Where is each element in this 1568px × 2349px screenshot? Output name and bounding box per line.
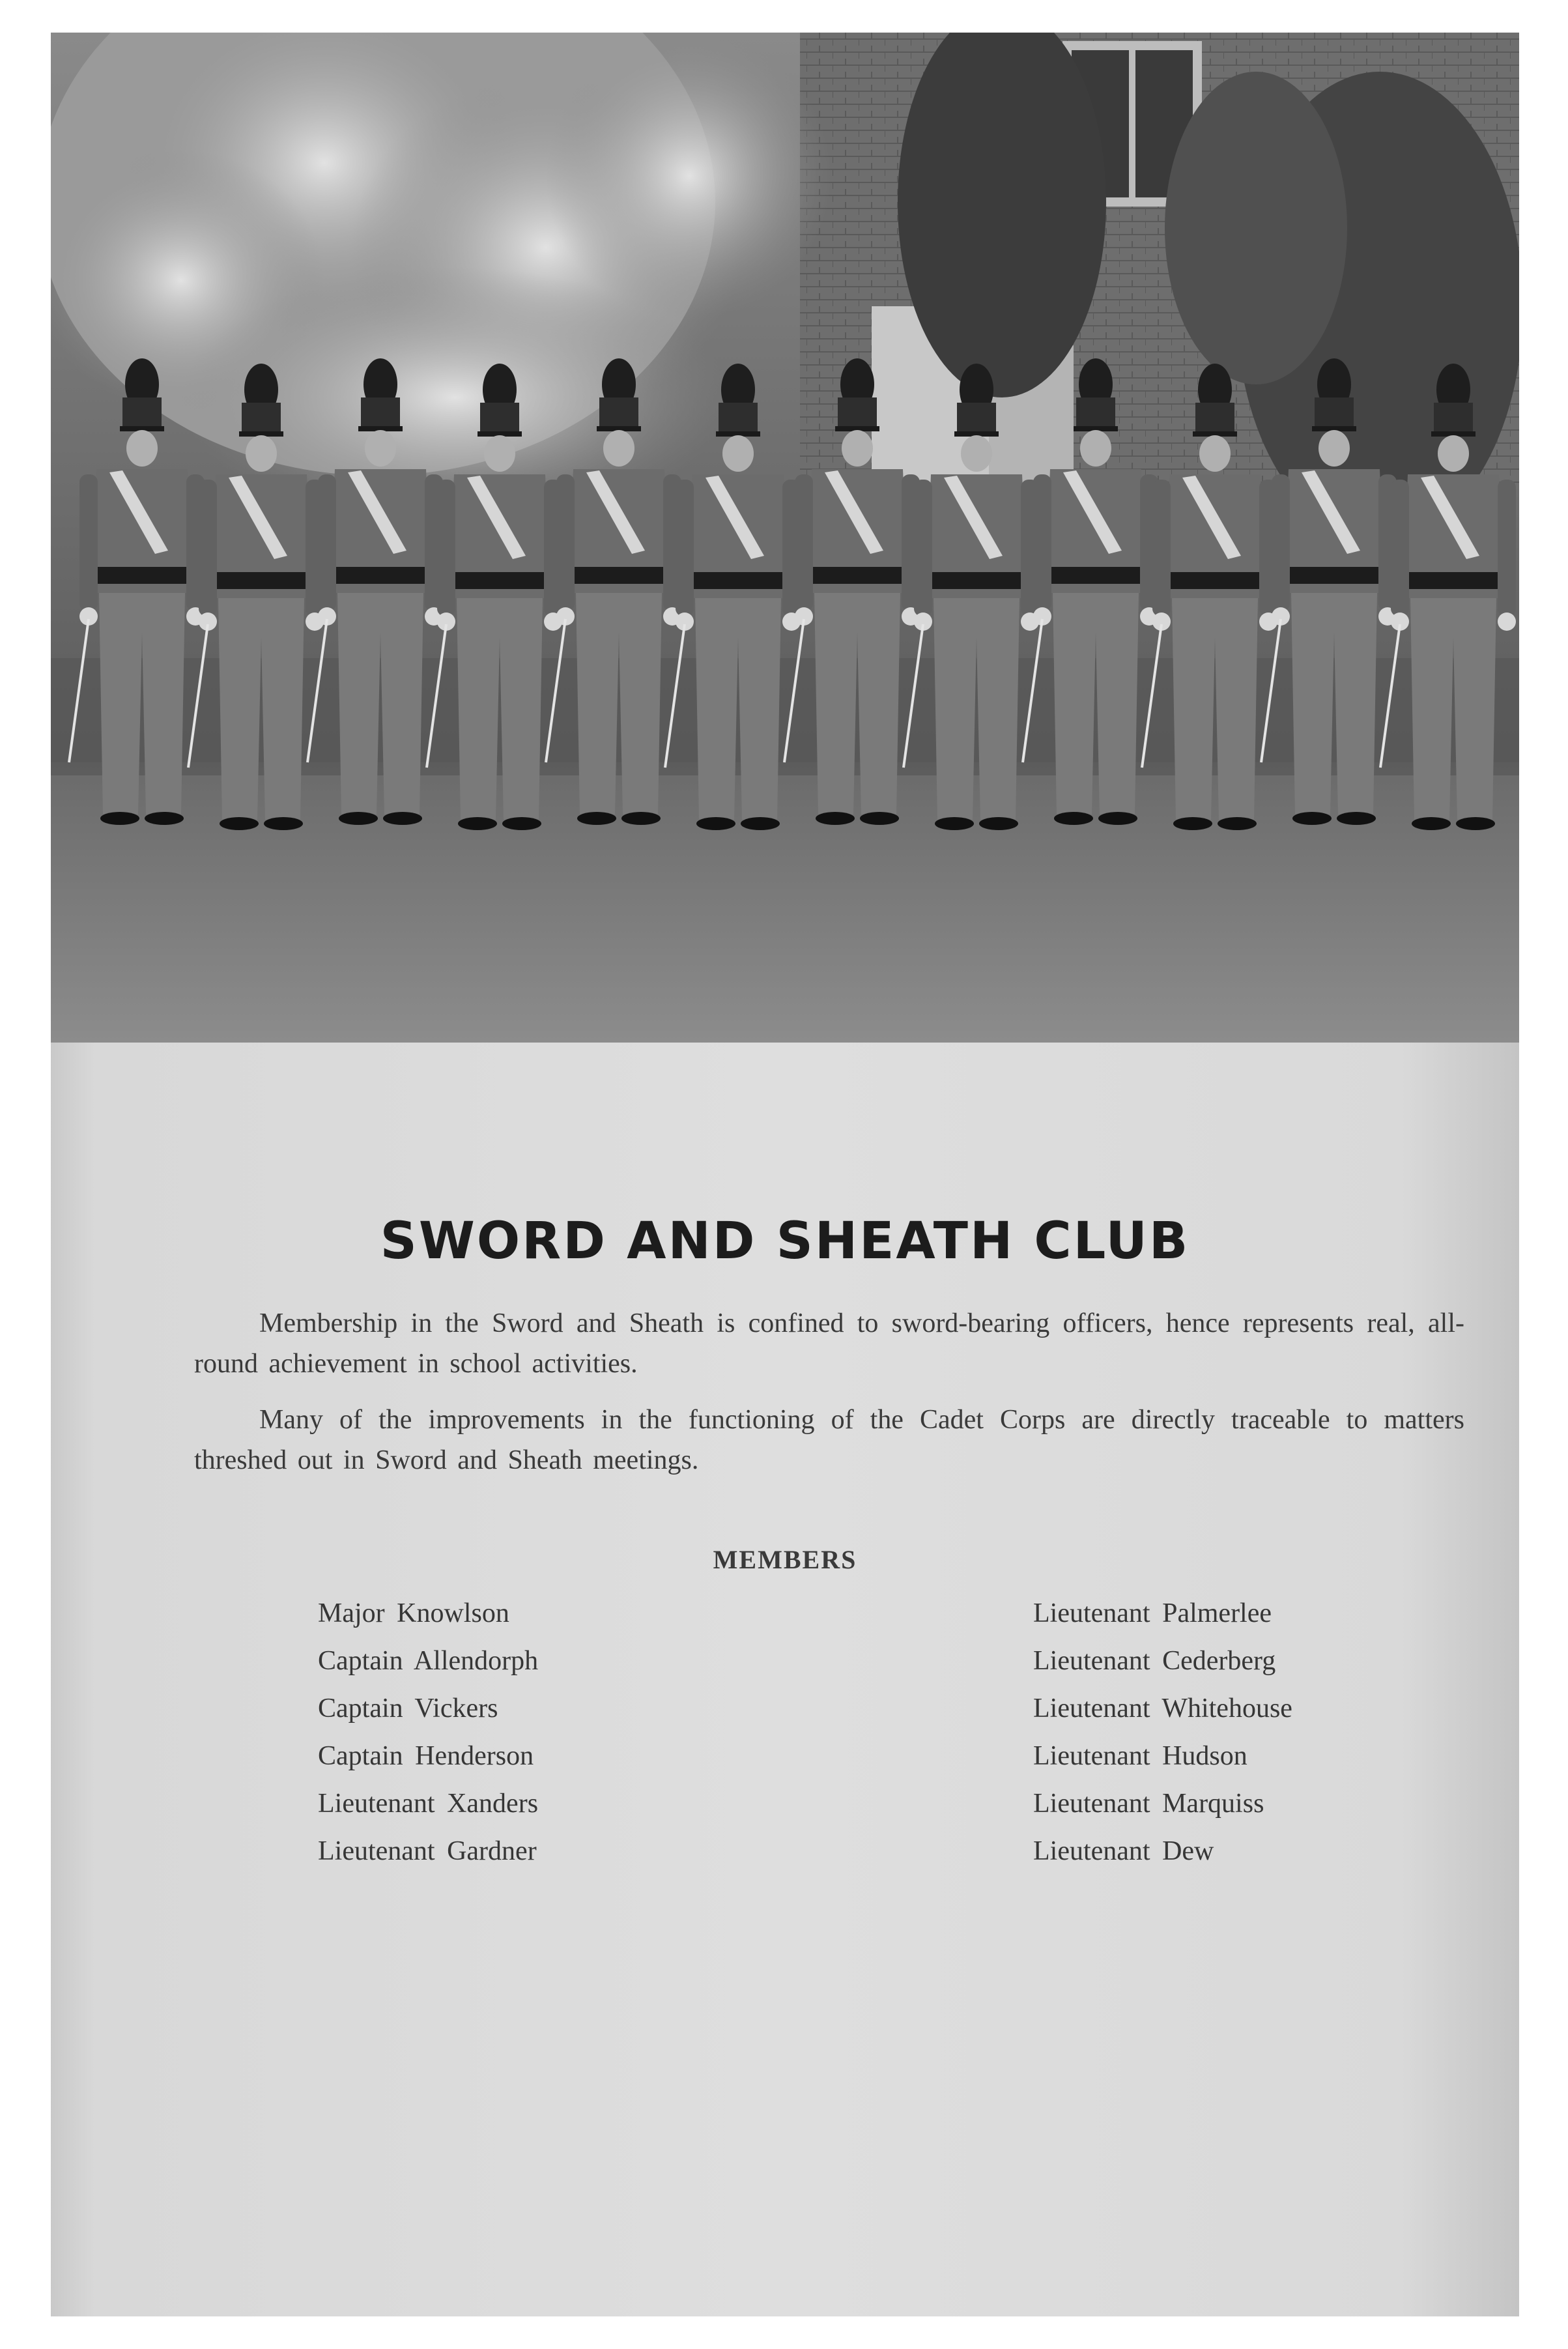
member-name: Captain Henderson — [318, 1741, 534, 1771]
member-name: Lieutenant Dew — [1033, 1836, 1214, 1866]
yearbook-page — [51, 33, 1519, 2316]
description-paragraph-2: Many of the improvements in the functioning of the Cadet Corps are directly traceable to matters threshed out in Sword and Sheath meetings. — [194, 1405, 1464, 1475]
member-name: Captain Vickers — [318, 1693, 498, 1723]
page-content — [51, 1043, 1519, 2316]
group-photo-image — [51, 33, 1519, 1043]
member-name: Lieutenant Hudson — [1033, 1741, 1247, 1771]
member-name: Lieutenant Whitehouse — [1033, 1693, 1292, 1723]
member-name: Lieutenant Gardner — [318, 1836, 537, 1866]
group-photo — [51, 33, 1519, 1043]
members-list-left — [318, 1590, 538, 1875]
member-name: Lieutenant Marquiss — [1033, 1789, 1264, 1819]
page-title: SWORD AND SHEATH CLUB — [380, 1212, 1190, 1271]
member-name: Lieutenant Xanders — [318, 1789, 539, 1819]
members-list-right — [1033, 1590, 1292, 1875]
member-name: Lieutenant Palmerlee — [1033, 1598, 1272, 1628]
member-name: Captain Allendorph — [318, 1646, 539, 1676]
member-name: Lieutenant Cederberg — [1033, 1646, 1276, 1676]
members-heading: MEMBERS — [713, 1545, 857, 1574]
description-paragraph-1: Membership in the Sword and Sheath is confined to sword-bearing officers, hence represents real, all-round achievement in school activities. — [194, 1308, 1464, 1379]
member-name: Major Knowlson — [318, 1598, 509, 1628]
